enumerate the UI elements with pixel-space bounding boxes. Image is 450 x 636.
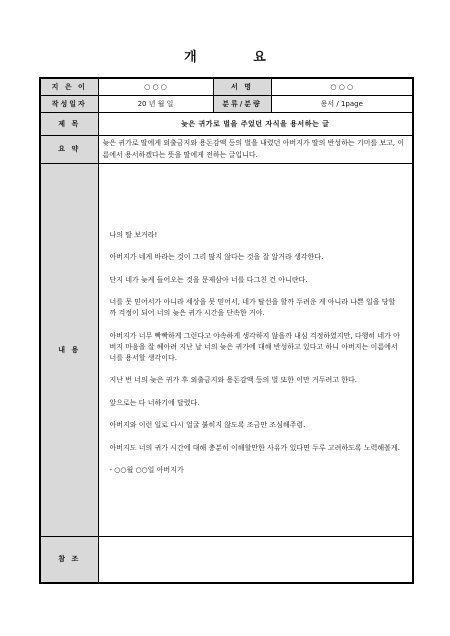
- letter-text: [103, 212, 409, 477]
- letter-paragraph: 단지 네가 늦게 들어오는 것을 문제삼아 너를 다그친 건 아니란다.: [109, 275, 308, 284]
- date-row: [40, 95, 413, 112]
- document-title: 개 요: [184, 50, 292, 65]
- category-value: 용서 / 1page: [271, 95, 413, 112]
- letter-paragraph: 아버지도 너의 귀가 시간에 대해 충분히 이해할만한 사유가 있다면 두루 고려하도록 노력해볼게.: [109, 443, 400, 452]
- letter-paragraph: 아버지와 이런 일로 다시 얼굴 붉히지 않도록 조금만 조심해주렴.: [109, 421, 306, 429]
- reference-label: 참 조: [40, 536, 98, 583]
- content-body: [98, 163, 413, 536]
- subject-row: [40, 112, 413, 135]
- content-row: [40, 163, 413, 536]
- writer-label: 지 은 이: [40, 78, 98, 95]
- content-label: 내 용: [40, 163, 98, 536]
- signature-value: ○ ○ ○: [271, 78, 413, 95]
- reference-row: [40, 536, 413, 583]
- date-label: 작성일자: [40, 95, 98, 112]
- overview-form-table: [39, 77, 414, 584]
- letter-paragraph: 지난 번 너의 늦은 귀가 후 외출금지와 용돈감액 등의 벌 또한 이만 거두려고 한다.: [109, 376, 358, 384]
- summary-value: 늦은 귀가로 딸에게 외출금지와 용돈감액 등의 벌을 내렸던 아버지가 딸의 반성하는 기미를 보고, 이름에서 용서하겠다는 뜻을 딸에게 전하는 글입니다.: [98, 135, 413, 163]
- reference-value: [98, 536, 413, 583]
- letter-paragraph: 앞으로는 다 너하기에 달렸다.: [109, 398, 200, 407]
- category-label: 분류/분량: [213, 95, 271, 112]
- letter-paragraph: 나의 딸 보거라!: [109, 230, 158, 239]
- letter-paragraph: 아버지가 네게 바라는 것이 그리 많지 않다는 것을 잘 알거라 생각한다.: [109, 253, 324, 261]
- subject-value: 늦은 귀가로 벌을 주었던 자식을 용서하는 글: [98, 112, 413, 135]
- writer-value: ○ ○ ○: [98, 78, 213, 95]
- letter-paragraph: - ○○월 ○○일 아버지가: [109, 466, 184, 474]
- letter-paragraph: 너를 못 믿어서가 아니라 세상을 못 믿어서, 네가 탈선을 할까 두려운 게 아니라 나쁜 일을 당할까 걱정이 되어 너의 늦은 귀가 시간을 단속한 거야.: [109, 298, 396, 317]
- signature-label: 서 명: [213, 78, 271, 95]
- summary-row: [40, 135, 413, 163]
- writer-row: [40, 78, 413, 95]
- date-value: 20 년 월 일: [98, 95, 213, 112]
- letter-paragraph: 아버지가 너무 빡빡하게 그런다고 야속하게 생각하지 않을까 내심 걱정하였지만, 다행히 네가 아버지 마음을 잘 헤아려 지난 날 너의 늦은 귀가에 대해 반성하고 있다고 하니 아버지는 이름에서 너를 용서할 생각이다.: [109, 331, 400, 362]
- subject-label: 제 목: [40, 112, 98, 135]
- summary-label: 요 약: [40, 135, 98, 163]
